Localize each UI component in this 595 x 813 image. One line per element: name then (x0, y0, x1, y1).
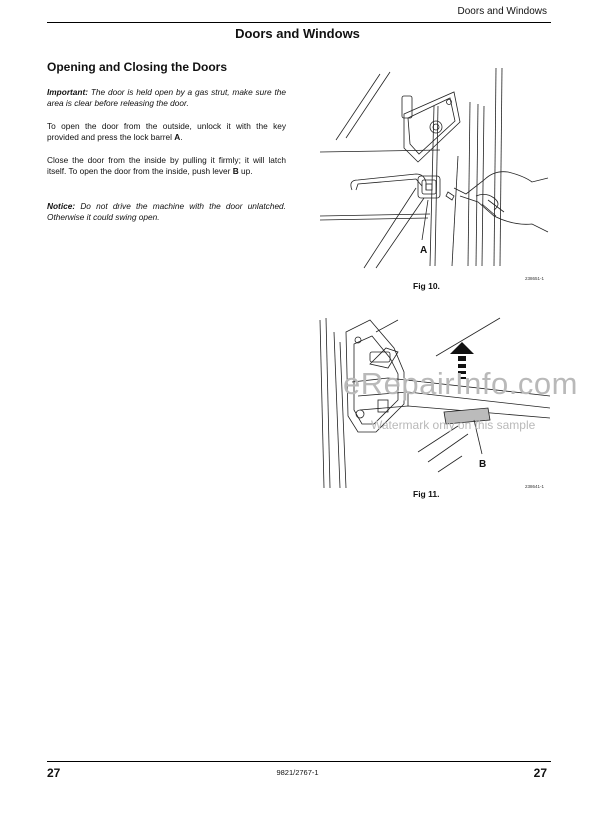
open-door-period: . (180, 132, 183, 142)
close-door-text-end: up. (241, 166, 253, 176)
document-reference: 9821/2767-1 (276, 768, 319, 777)
important-paragraph (47, 87, 286, 109)
lock-barrel-label: A (174, 132, 181, 142)
fig10-code: 238651-1 (525, 276, 545, 281)
fig11-code: 238641-1 (525, 484, 545, 489)
fig11-caption: Fig 11. (413, 489, 440, 499)
footer-rule (47, 761, 551, 762)
running-header: Doors and Windows (457, 6, 547, 17)
fig11-callout-label: B (479, 459, 487, 470)
notice-text: Do not drive the machine with the door unlatched. Otherwise it could swing open. (47, 201, 286, 222)
notice-paragraph (47, 201, 286, 223)
important-label: Important: (47, 87, 89, 97)
watermark-sub: Watermark only on this sample (371, 418, 536, 432)
open-door-paragraph (47, 121, 286, 143)
close-door-text: Close the door from the inside by pulling it firmly; it will latch itself. To open the door from the inside, push lever (47, 155, 286, 176)
section-heading: Opening and Closing the Doors (47, 60, 227, 74)
close-door-paragraph (47, 155, 286, 177)
page-title: Doors and Windows (235, 26, 360, 41)
fig10-callout-label: A (420, 245, 428, 256)
open-door-text: To open the door from the outside, unlock it with the key provided and press the lock barrel (47, 121, 286, 142)
important-text: The door is held open by a gas strut, make sure the area is clear before releasing the door. (47, 87, 286, 108)
page-number-left: 27 (47, 766, 61, 780)
lever-label: B (232, 166, 239, 176)
fig10-caption: Fig 10. (413, 281, 440, 291)
fig10-illustration (318, 66, 550, 272)
header-rule (47, 22, 551, 23)
page-number-right: 27 (533, 766, 547, 780)
notice-label: Notice: (47, 201, 76, 211)
watermark-main: eRepairInfo.com (343, 366, 578, 401)
